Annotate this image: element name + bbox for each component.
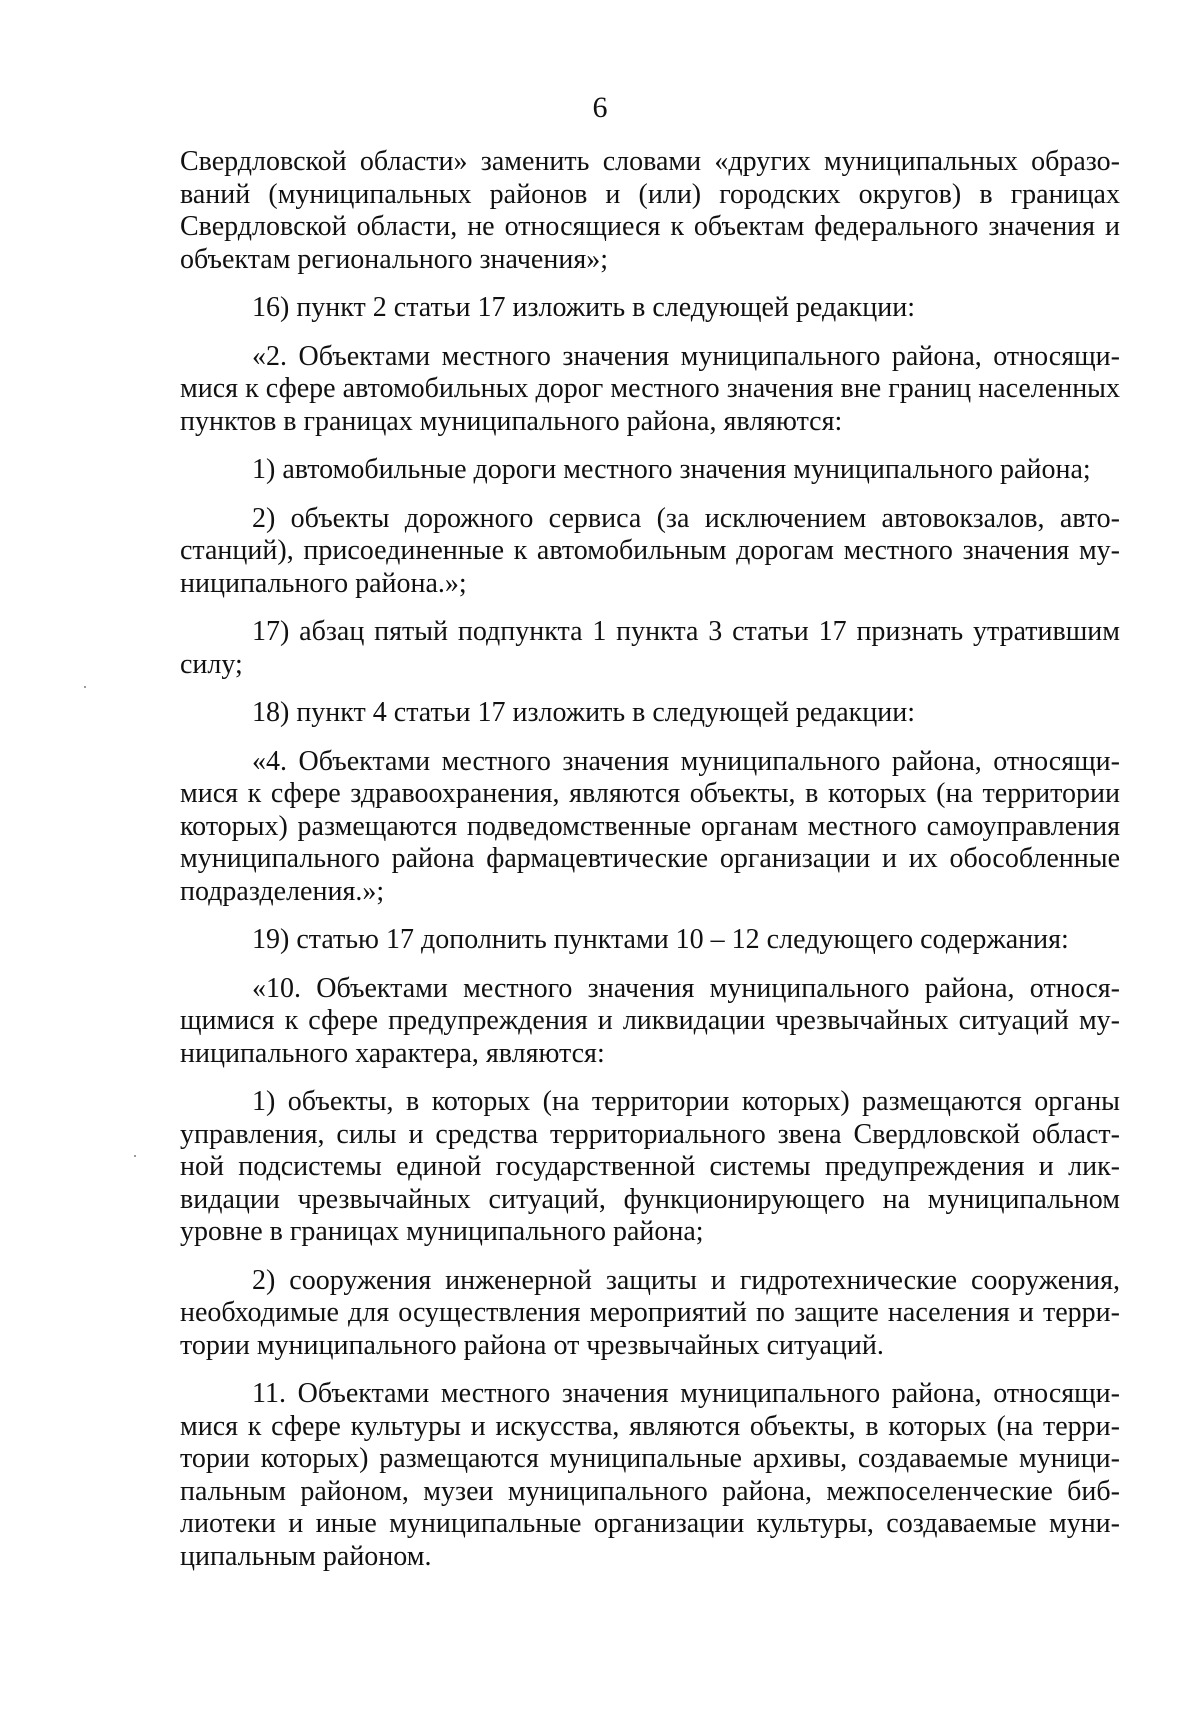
scan-speck [134,1155,136,1157]
paragraph-continuation: Свердловской области» заменить словами «других муниципальных образований (муниципальных районов и (или) городских округов) в границах Свердловской области, не относящиеся к объектам федерального значения и объектам регионального значения»; [180,146,1120,275]
paragraph-item-19: 19) статью 17 дополнить пунктами 10 – 12 следующего содержания: [252,924,1069,955]
paragraph-point-10-subitem-1: 1) объекты, в которых (на территории которых) размещаются органы управления, силы и средства территориального звена Свердловской областной подсистемы единой государственной системы предупреждения и ликвидации чрезвычайных ситуаций, функционирующего на муниципальном уровне в границах муниципального района; [180,1086,1120,1247]
paragraph-point-10-subitem-2: 2) сооружения инженерной защиты и гидротехнические сооружения, необходимые для осуществления мероприятий по защите населения и территории муниципального района от чрезвычайных ситуаций. [180,1264,1120,1361]
paragraph-item-16: 16) пункт 2 статьи 17 изложить в следующей редакции: [252,292,916,323]
paragraph-article-17-point-4: «4. Объектами местного значения муниципального района, относящимися к сфере здравоохранения, являются объекты, в которых (на территории которых) размещаются подведомственные органам местного самоуправления муниципального района фармацевтические организации и их обособленные подразделения.»; [180,745,1120,907]
paragraph-item-17: 17) абзац пятый подпункта 1 пункта 3 статьи 17 признать утратившим силу; [180,616,1120,680]
paragraph-point-11: 11. Объектами местного значения муниципального района, относящимися к сфере культуры и искусства, являются объекты, в которых (на территории которых) размещаются муниципальные архивы, создаваемые муниципальным районом, музеи муниципального района, межпоселенческие библиотеки и иные муниципальные организации культуры, создаваемые муниципальным районом. [180,1378,1120,1572]
scan-speck [84,686,86,688]
paragraph-subitem-2: 2) объекты дорожного сервиса (за исключением автовокзалов, автостанций), присоединенные к автомобильным дорогам местного значения муниципального района.»; [180,502,1120,599]
paragraph-subitem-1: 1) автомобильные дороги местного значения муниципального района; [252,454,1091,485]
document-body [180,146,1120,1589]
page-number: 6 [592,91,608,124]
paragraph-point-10: «10. Объектами местного значения муниципального района, относящимися к сфере предупреждения и ликвидации чрезвычайных ситуаций муниципального характера, являются: [180,972,1120,1069]
paragraph-item-18: 18) пункт 4 статьи 17 изложить в следующей редакции: [252,697,916,728]
paragraph-article-17-point-2: «2. Объектами местного значения муниципального района, относящимися к сфере автомобильных дорог местного значения вне границ населенных пунктов в границах муниципального района, являются: [180,340,1120,437]
